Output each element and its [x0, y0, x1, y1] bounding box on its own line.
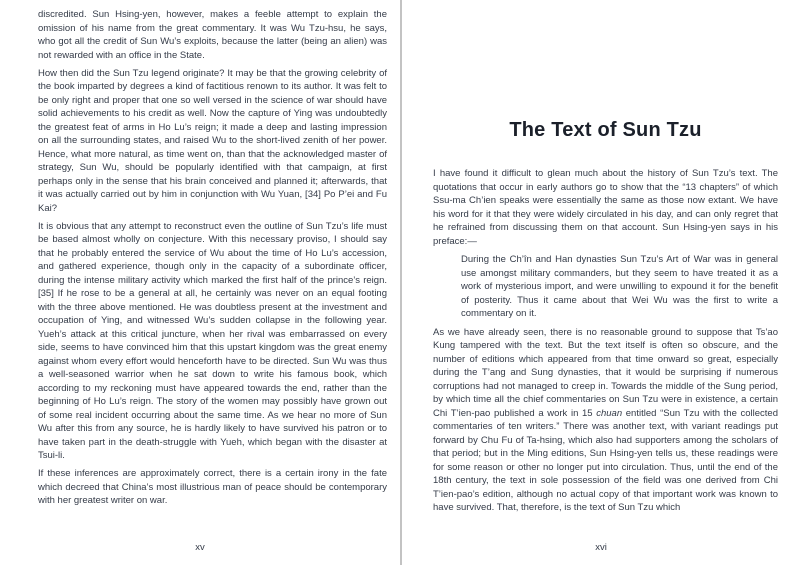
- paragraph: I have found it difficult to glean much about the history of Sun Tzu’s text. The quotations that occur in early authors go to show that the “13 chapters” of which Ssu-ma Ch’ien speaks were essentially the same as those now extant. We have his word for it that they were widely circulated in his day, and can only regret that he refrained from discussing them on that account. Sun Hsing-yen says in his preface:—: [433, 168, 778, 247]
- paragraph: It is obvious that any attempt to reconstruct even the outline of Sun Tzu’s life must be based almost wholly on conjecture. With this necessary proviso, I should say that he probably entered the service of Wu about the time of Ho Lu’s accession, and gathered experience, though only in the capacity of a subordinate officer, during the intense military activity which marked the first half of the prince’s reign. [35] If he rose to be a general at all, he certainly was never on an equal footing with the three above mentioned. He was doubtless present at the investment and occupation of Ying, and witnessed Wu’s sudden collapse in the following year. Yueh’s attack at this critical juncture, when her rival was embarrassed on every side, seems to have convinced him that this upstart kingdom was the great enemy against whom every effort would henceforth have to be directed. Sun Wu was thus a well-seasoned warrior when he sat down to write his famous book, which according to my reckoning must have appeared towards the end, rather than the beginning of Ho Lu’s reign. The story of the women may possibly have grown out of some real incident occurring about the same time. As we hear no more of Sun Wu after this from any source, he is hardly likely to have survived his patron or to have taken part in the death-struggle with Yueh, which began with the disaster at Tsui-li.: [38, 220, 387, 461]
- paragraph: How then did the Sun Tzu legend originate? It may be that the growing celebrity of the book imparted by degrees a kind of factitious renown to its author. It was felt to be only right and proper that one so well versed in the science of war should have solid achievements to his credit as well. Now the capture of Ying was undoubtedly the greatest feat of arms in Ho Lu’s reign; it made a deep and lasting impression on all the surrounding states, and raised Wu to the short-lived zenith of her power. Hence, what more natural, as time went on, than that the acknowledged master of strategy, Sun Wu, should be popularly identified with that campaign, at first perhaps only in the sense that his brain conceived and planned it; afterwards, that it was actually carried out by him in conjunction with Wu Yuan, [34] Po P’ei and Fu Kai?: [38, 67, 387, 214]
- preface-blockquote: During the Ch’în and Han dynasties Sun Tzu’s Art of War was in general use amongst military commanders, but they seem to have treated it as a work of mysterious import, and were unwilling to expound it for the benefit of posterity. Thus it came about that Wei Wu was the first to write a commentary on it.: [461, 254, 778, 319]
- paragraph: If these inferences are approximately correct, there is a certain irony in the fate which decreed that China’s most illustrious man of peace should be contemporary with her greatest writer on war.: [38, 468, 387, 506]
- paragraph: [433, 326, 778, 515]
- page-number-left: xv: [195, 542, 205, 553]
- chapter-title: The Text of Sun Tzu: [509, 119, 702, 141]
- paragraph-segment: As we have already seen, there is no reasonable ground to suppose that Ts’ao Kung tampered with the text. But the text itself is often so obscure, and the number of editions which appeared from that time onward so great, especially during the T’ang and Sung dynasties, that it would be surprising if numerous corruptions had not managed to creep in. Towards the middle of the Sung period, by which time all the chief commentaries on Sun Tzu were in existence, a certain Chi T’ien-pao published a work in 15: [433, 326, 778, 419]
- page-number-right: xvi: [595, 542, 607, 553]
- paragraph-segment: entitled “Sun Tzu with the collected commentaries of ten writers.” There was another text, with variant readings put forward by Chu Fu of Ta-hsing, which also had supporters among the scholars of that period; but in the Ming editions, Sun Hsing-yen tells us, these readings were for some reason or other no longer put into circulation. Thus, until the end of the 18th century, the text in sole possession of the field was one derived from Chi T’ien-pao’s edition, although no actual copy of that important work was known to have survived. That, therefore, is the text of Sun Tzu which: [433, 407, 779, 513]
- italic-term: chuan: [596, 407, 623, 419]
- page-right: [402, 0, 800, 565]
- paragraph: discredited. Sun Hsing-yen, however, makes a feeble attempt to explain the omission of his name from the great commentary. It was Wu Tzu-hsu, he says, who got all the credit of Sun Wu’s exploits, because the latter (being an alien) was not rewarded with an office in the State.: [38, 9, 387, 61]
